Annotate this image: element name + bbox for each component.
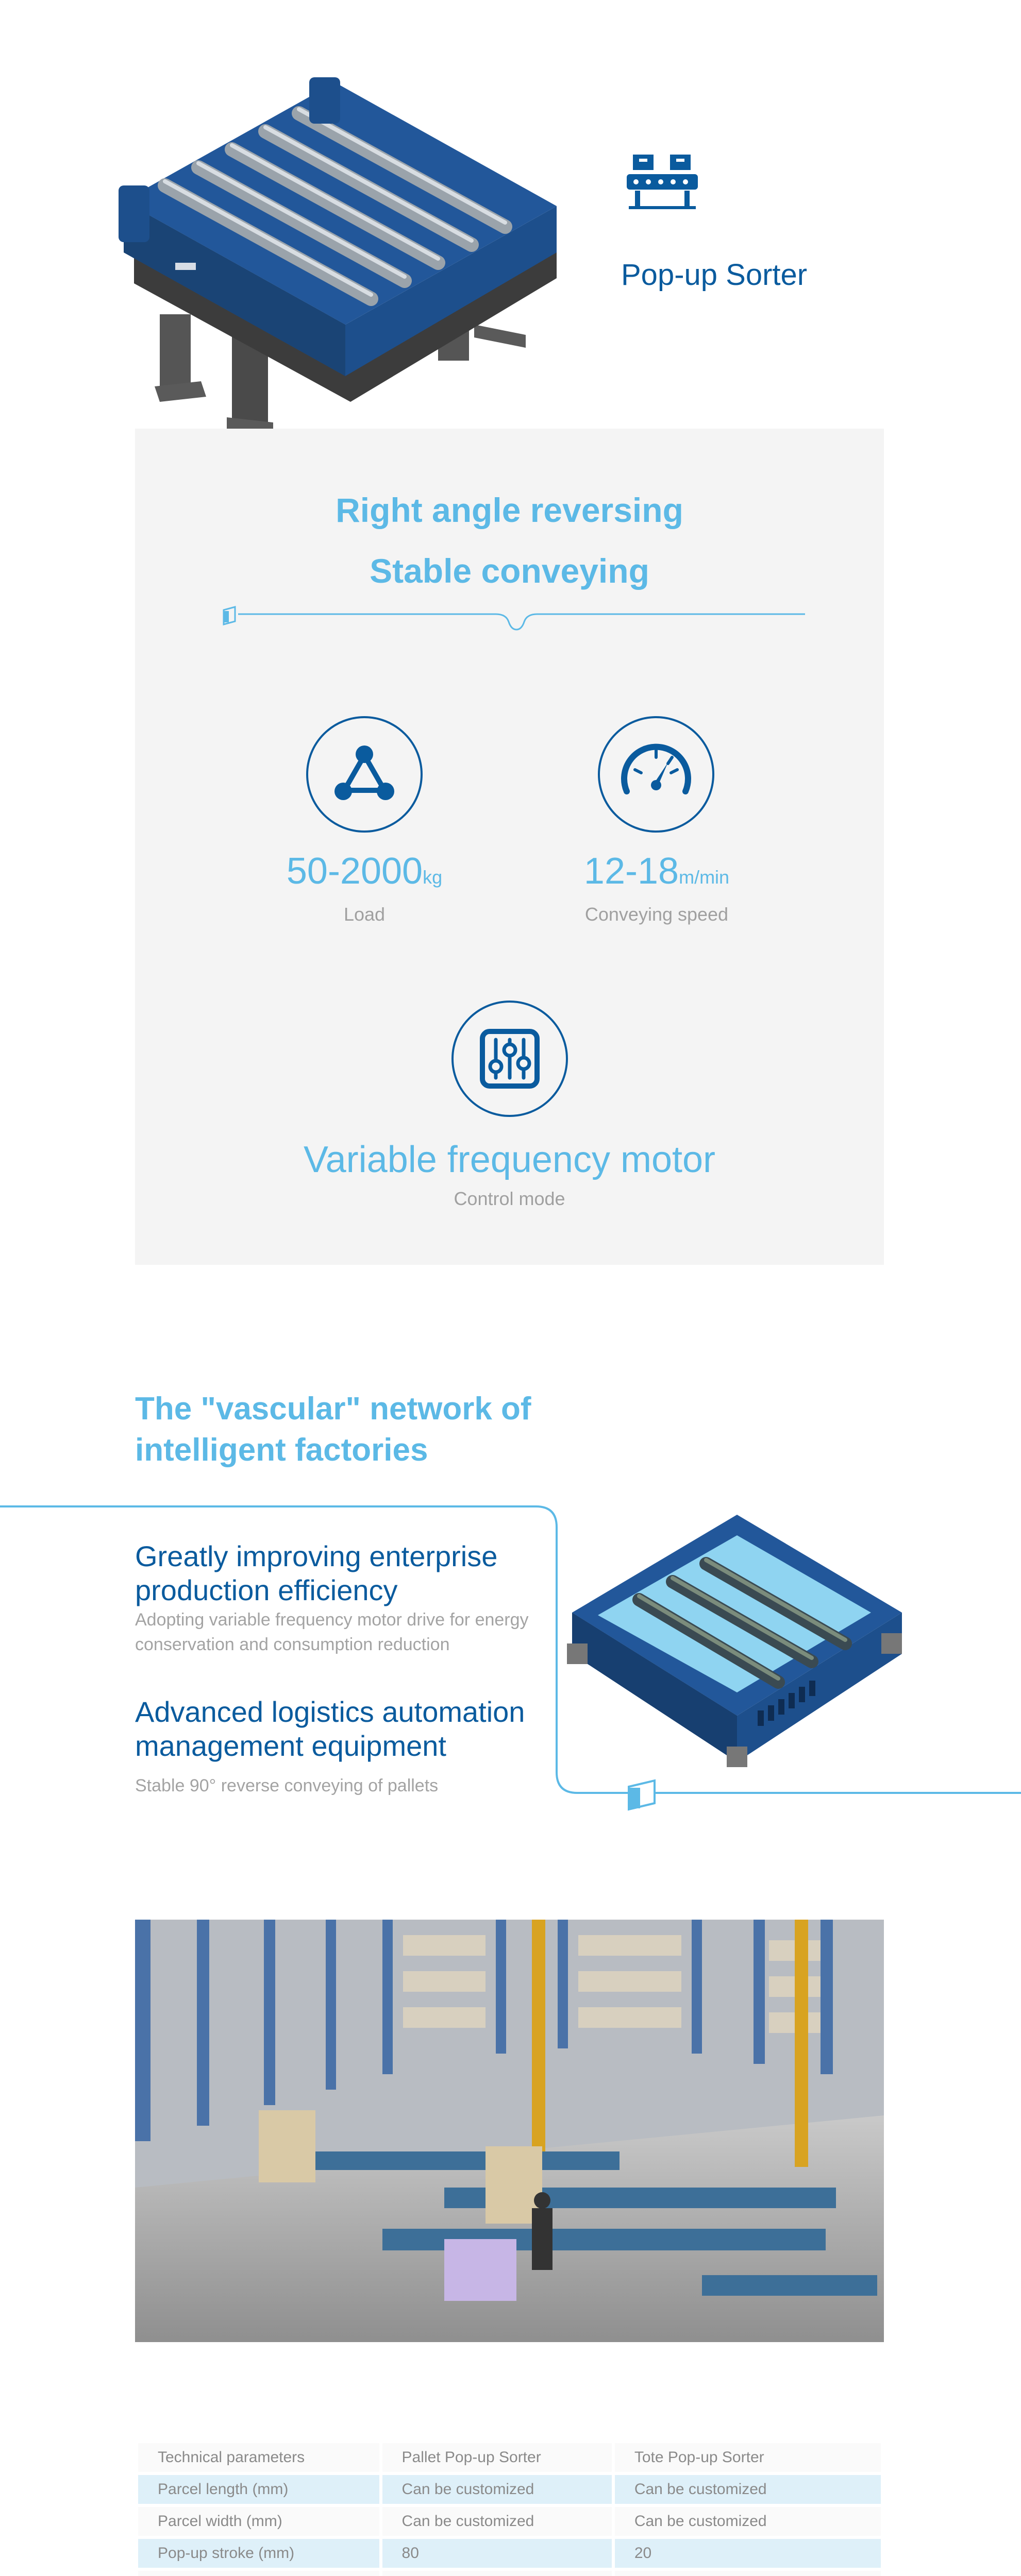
sliders-icon bbox=[451, 1001, 568, 1117]
table-cell: Parcel width (mm) bbox=[138, 2507, 379, 2536]
spec-table-header bbox=[138, 2443, 881, 2472]
advantage-1-desc: Adopting variable frequency motor drive for energy conservation and consumption reduction bbox=[135, 1610, 529, 1654]
speed-unit: m/min bbox=[679, 867, 730, 888]
section-divider bbox=[217, 604, 805, 635]
advantage-2-desc: Stable 90° reverse conveying of pallets bbox=[135, 1776, 439, 1795]
pop-up-sorter-product-image bbox=[103, 67, 567, 448]
table-cell: 80 bbox=[382, 2539, 612, 2568]
headline-line-1: Right angle reversing bbox=[336, 491, 683, 529]
table-cell bbox=[138, 2571, 379, 2576]
tote-sorter-product-image bbox=[562, 1504, 912, 1772]
table-row bbox=[138, 2539, 881, 2568]
table-cell bbox=[382, 2571, 612, 2576]
control-mode-label: Control mode bbox=[454, 1188, 565, 1209]
table-cell: Can be customized bbox=[382, 2507, 612, 2536]
table-cell: 20 bbox=[615, 2539, 881, 2568]
load-triangle-icon bbox=[306, 716, 423, 833]
control-mode-value: Variable frequency motor bbox=[303, 1139, 716, 1180]
pop-up-sorter-icon bbox=[624, 149, 701, 211]
table-row bbox=[138, 2507, 881, 2536]
speed-value: 12-18m/min bbox=[583, 851, 730, 892]
speed-label: Conveying speed bbox=[584, 904, 729, 925]
flag-icon bbox=[224, 607, 235, 624]
header-cell: Tote Pop-up Sorter bbox=[615, 2443, 881, 2472]
speedometer-icon bbox=[598, 716, 714, 833]
table-cell: Pop-up stroke (mm) bbox=[138, 2539, 379, 2568]
load-unit: kg bbox=[423, 867, 443, 888]
feature-panel bbox=[135, 429, 884, 1265]
product-title: Pop-up Sorter bbox=[621, 258, 808, 292]
load-label: Load bbox=[343, 904, 386, 925]
header-cell: Pallet Pop-up Sorter bbox=[382, 2443, 612, 2472]
table-row bbox=[138, 2475, 881, 2504]
table-row bbox=[138, 2571, 881, 2576]
warehouse-scene-image bbox=[135, 1920, 884, 2342]
header-cell: Technical parameters bbox=[138, 2443, 379, 2472]
load-value: 50-2000kg bbox=[286, 851, 443, 892]
advantage-1-title: Greatly improving enterprise production efficiency bbox=[135, 1540, 498, 1606]
vascular-section-title: The "vascular" network of intelligent factories bbox=[135, 1391, 531, 1468]
table-cell: Can be customized bbox=[615, 2507, 881, 2536]
table-cell: Can be customized bbox=[615, 2475, 881, 2504]
table-cell bbox=[615, 2571, 881, 2576]
table-cell: Parcel length (mm) bbox=[138, 2475, 379, 2504]
spec-table bbox=[135, 2440, 884, 2576]
flag-icon bbox=[629, 1781, 655, 1809]
table-cell: Can be customized bbox=[382, 2475, 612, 2504]
advantage-2-title: Advanced logistics automation management equipment bbox=[135, 1696, 525, 1762]
headline-line-2: Stable conveying bbox=[370, 552, 649, 590]
